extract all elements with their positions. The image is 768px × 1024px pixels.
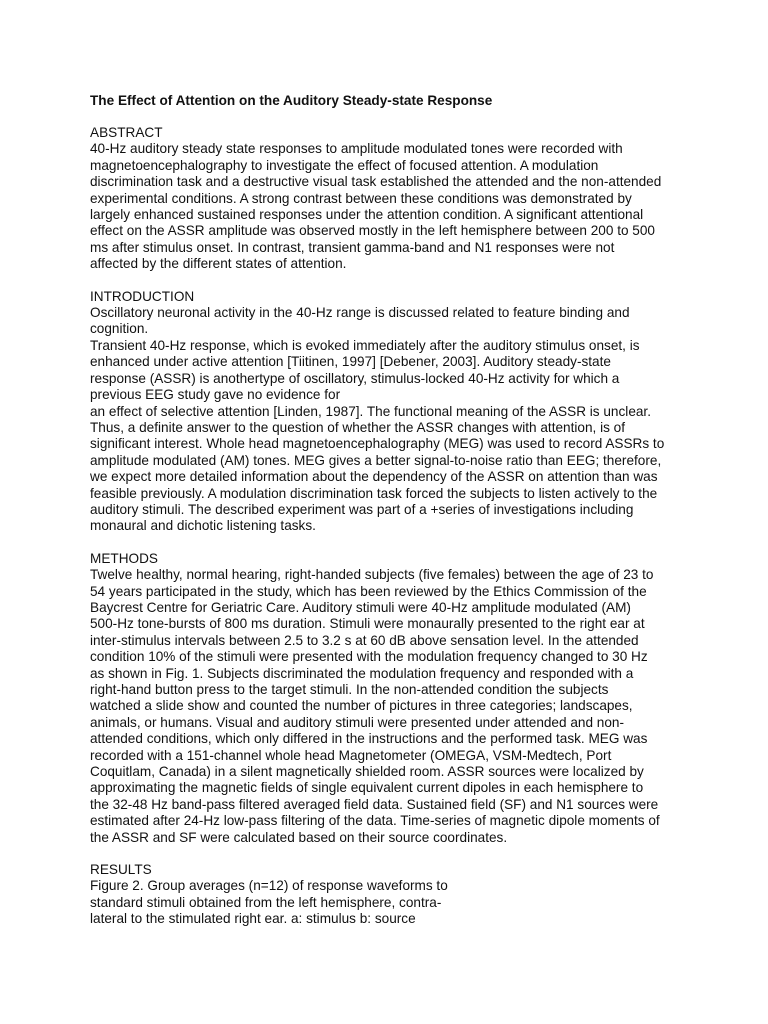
text-line: magnetoencephalography to investigate the effect of focused attention. A modulation — [90, 157, 599, 173]
text-line: effect on the ASSR amplitude was observed mostly in the left hemisphere between 200 to 500 — [90, 223, 655, 239]
text-line: the ASSR and SF were calculated based on their source coordinates. — [90, 829, 508, 845]
document-body — [90, 125, 728, 928]
text-line: response (ASSR) is anothertype of oscillatory, stimulus-locked 40-Hz activity for which a — [90, 370, 620, 386]
document-title: The Effect of Attention on the Auditory Steady-state Response — [90, 93, 493, 108]
text-line: feasible previously. A modulation discrimination task forced the subjects to listen actively to the — [90, 485, 658, 501]
section-results — [90, 862, 728, 928]
text-line: estimated after 24-Hz low-pass filtering of the data. Time-series of magnetic dipole moments of — [90, 813, 660, 829]
text-line: attended conditions, which only differed in the instructions and the performed task. MEG was — [90, 731, 648, 747]
text-line: Twelve healthy, normal hearing, right-handed subjects (five females) between the age of 23 to — [90, 567, 654, 583]
text-line: Oscillatory neuronal activity in the 40-Hz range is discussed related to feature binding and — [90, 305, 630, 321]
text-line: cognition. — [90, 321, 149, 337]
text-line: Coquitlam, Canada) in a silent magnetically shielded room. ASSR sources were localized by — [90, 764, 644, 780]
text-line: amplitude modulated (AM) tones. MEG gives a better signal-to-noise ratio than EEG; therefore, — [90, 452, 662, 468]
text-line: right-hand button press to the target stimuli. In the non-attended condition the subjects — [90, 682, 609, 697]
text-line: Thus, a definite answer to the question of whether the ASSR changes with attention, is of — [90, 419, 626, 435]
text-line: as shown in Fig. 1. Subjects discriminated the modulation frequency and responded with a — [90, 665, 634, 681]
text-line: ms after stimulus onset. In contrast, transient gamma-band and N1 responses were not — [90, 239, 615, 255]
text-line: standard stimuli obtained from the left hemisphere, contra- — [90, 894, 442, 910]
text-line: animals, or humans. Visual and auditory stimuli were presented under attended and non- — [90, 714, 624, 730]
section-methods — [90, 551, 728, 846]
text-line: enhanced under active attention [Tiitinen, 1997] [Debener, 2003]. Auditory steady-state — [90, 354, 611, 370]
text-line: inter-stimulus intervals between 2.5 to 3.2 s at 60 dB above sensation level. In the attended — [90, 632, 639, 648]
text-line: watched a slide show and counted the number of pictures in three categories; landscapes, — [90, 698, 633, 714]
section-heading: RESULTS — [90, 862, 152, 878]
section-heading: INTRODUCTION — [90, 288, 195, 304]
text-line: Baycrest Centre for Geriatric Care. Auditory stimuli were 40-Hz amplitude modulated (AM) — [90, 599, 631, 615]
text-line: approximating the magnetic fields of single equivalent current dipoles in each hemisphere to — [90, 780, 644, 796]
text-line: discrimination task and a destructive visual task established the attended and the non-attended — [90, 174, 662, 190]
text-line: Transient 40-Hz response, which is evoked immediately after the auditory stimulus onset, is — [90, 337, 640, 353]
section-introduction — [90, 289, 728, 535]
text-line: condition 10% of the stimuli were presented with the modulation frequency changed to 30 Hz — [90, 649, 648, 665]
text-line: previous EEG study gave no evidence for — [90, 387, 341, 403]
text-line: lateral to the stimulated right ear. a: stimulus b: source — [90, 911, 416, 927]
text-line: monaural and dichotic listening tasks. — [90, 518, 316, 534]
text-line: significant interest. Whole head magnetoencephalography (MEG) was used to record ASSRs to — [90, 436, 665, 452]
text-line: the 32-48 Hz band-pass filtered averaged field data. Sustained field (SF) and N1 sources were — [90, 796, 659, 812]
text-line: 40-Hz auditory steady state responses to amplitude modulated tones were recorded with — [90, 141, 623, 157]
text-line: 54 years participated in the study, which has been reviewed by the Ethics Commission of the — [90, 583, 647, 599]
text-line: 500-Hz tone-bursts of 800 ms duration. Stimuli were monaurally presented to the right ear at — [90, 616, 645, 632]
text-line: auditory stimuli. The described experiment was part of a +series of investigations including — [90, 501, 634, 517]
text-line: an effect of selective attention [Linden, 1987]. The functional meaning of the ASSR is unclear. — [90, 403, 651, 419]
section-abstract — [90, 125, 728, 273]
text-line: largely enhanced sustained responses under the attention condition. A significant attentional — [90, 207, 644, 223]
text-line: Figure 2. Group averages (n=12) of response waveforms to — [90, 878, 448, 894]
text-line: experimental conditions. A strong contrast between these conditions was demonstrated by — [90, 190, 632, 206]
section-heading: ABSTRACT — [90, 125, 163, 140]
text-line: affected by the different states of attention. — [90, 256, 347, 272]
text-line: recorded with a 151-channel whole head Magnetometer (OMEGA, VSM-Medtech, Port — [90, 747, 612, 763]
text-line: we expect more detailed information about the dependency of the ASSR on attention than was — [90, 469, 658, 485]
section-heading: METHODS — [90, 550, 158, 566]
